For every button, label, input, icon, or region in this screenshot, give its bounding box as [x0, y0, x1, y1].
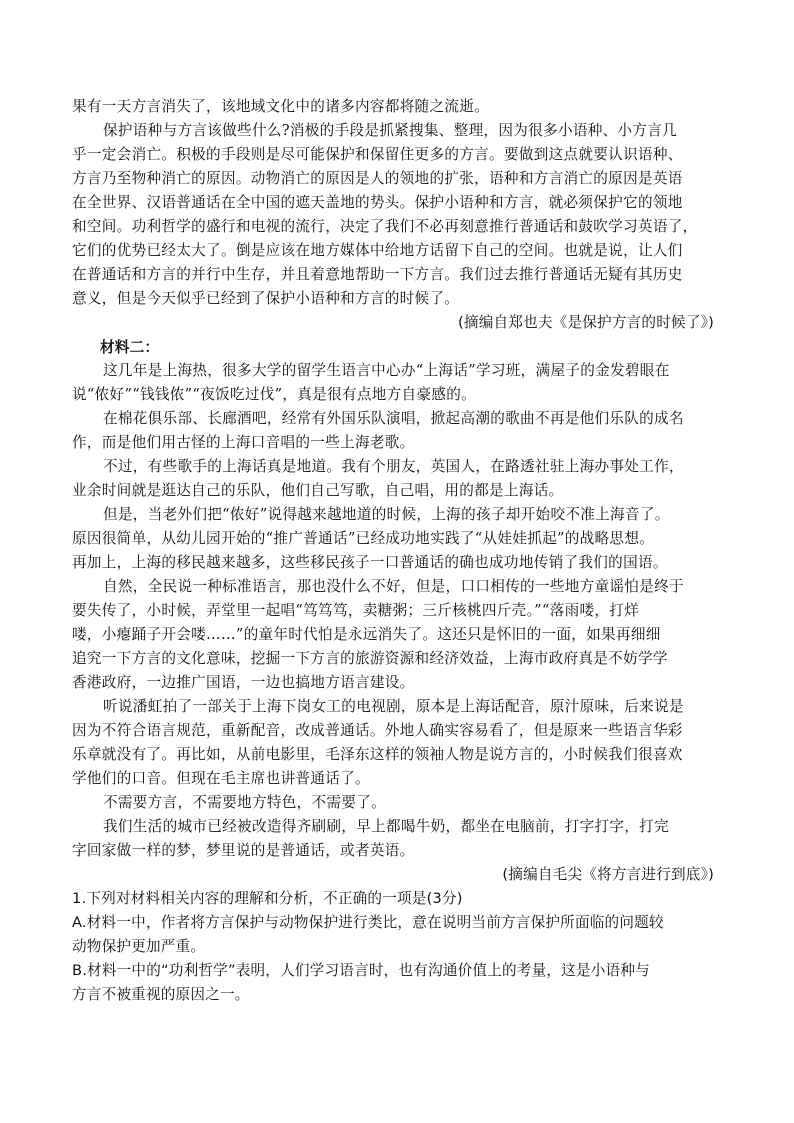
m2-line-20: 我们生活的城市已经被改造得齐刷刷，早上都喝牛奶，都坐在电脑前，打字打字，打完 [103, 818, 669, 835]
m2-line-12: 喽，小瘪踊子开会喽……”的童年时代怕是永远消失了。这还只是怀旧的一面，如果再细细 [72, 626, 661, 643]
m1-source: (摘编自郑也夫《是保护方言的时候了》) [458, 314, 714, 331]
m1-line-7: 它们的优势已经太大了。倒是应该在地方媒体中给地方话留下自己的空间。也就是说，让人们 [72, 242, 683, 259]
m1-line-1: 果有一天方言消失了，该地域文化中的诸多内容都将随之流逝。 [72, 98, 490, 115]
m2-source: (摘编自毛尖《将方言进行到底》) [502, 866, 714, 883]
m1-line-4: 方言乃至物种消亡的原因。动物消亡的原因是人的领地的扩张，语种和方言消亡的原因是英语 [72, 170, 683, 187]
m1-line-3: 乎一定会消亡。积极的手段则是尽可能保护和保留住更多的方言。要做到这点就要认识语种、 [72, 146, 683, 163]
m2-line-10: 自然，全民说一种标准语言，那也没什么不好，但是，口口相传的一些地方童谣怕是终于 [103, 578, 684, 595]
m2-line-7: 但是，当老外们把“侬好”说得越来越地道的时候，上海的孩子却开始咬不准上海音了。 [103, 506, 670, 523]
m2-line-17: 乐章就没有了。再比如，从前电影里，毛泽东这样的领袖人物是说方言的，小时候我们很喜欢 [72, 746, 683, 763]
m2-line-8: 原因很简单，从幼儿园开始的“推广普通话”已经成功地实践了“从娃娃抓起”的战略思想。 [72, 530, 655, 547]
m1-line-6: 和空间。功利哲学的盛行和电视的流行，决定了我们不必再刻意推行普通话和鼓吹学习英语了， [72, 218, 698, 235]
m2-line-2: 说“侬好”“钱钱侬”“夜饭吃过伐”，真是很有点地方自豪感的。 [72, 386, 477, 403]
m2-line-13: 追究一下方言的文化意味，挖掘一下方言的旅游资源和经济效益，上海市政府真是不妨学学 [72, 650, 668, 667]
m2-line-1: 这几年是上海热，很多大学的留学生语言中心办“上海话”学习班，满屋子的金发碧眼在 [103, 362, 670, 379]
m2-line-3: 在棉花俱乐部、长廊酒吧，经常有外国乐队演唱，掀起高潮的歌曲不再是他们乐队的成名 [103, 410, 684, 427]
m1-line-5: 在全世界、汉语普通话在全中国的遮天盖地的势头。保护小语种和方言，就必须保护它的领地 [72, 194, 683, 211]
m2-line-5: 不过，有些歌手的上海话真是地道。我有个朋友，英国人，在路透社驻上海办事处工作， [103, 458, 684, 475]
m2-line-11: 要失传了，小时候，弄堂里一起唱“笃笃笃，卖糖粥；三斤核桃四斤壳。”“落雨喽，打烊 [72, 602, 640, 619]
m2-line-6: 业余时间就是逛达自己的乐队，他们自己写歌，自己唱，用的都是上海话。 [72, 482, 564, 499]
m2-line-19: 不需要方言，不需要地方特色，不需要了。 [103, 794, 386, 811]
m2-line-18: 学他们的口音。但现在毛主席也讲普通话了。 [72, 770, 370, 787]
option-b-line-2: 方言不被重视的原因之一。 [72, 986, 250, 1003]
m2-line-21: 字回家做一样的梦，梦里说的是普通话，或者英语。 [72, 842, 415, 859]
option-a-line-2: 动物保护更加严重。 [72, 938, 206, 955]
m2-line-14: 香港政府，一边推广国语，一边也搞地方语言建设。 [72, 674, 415, 691]
m2-line-4: 作，而是他们用古怪的上海口音唱的一些上海老歌。 [72, 434, 415, 451]
m2-line-15: 听说潘虹拍了一部关于上海下岗女工的电视剧，原本是上海话配音，原汁原味，后来说是 [103, 698, 684, 715]
m2-heading: 材料二： [100, 339, 160, 356]
question-stem: 1.下列对材料相关内容的理解和分析，不正确的一项是(3分) [72, 890, 463, 907]
m1-line-8: 在普通话和方言的并行中生存，并且着意地帮助一下方言。我们过去推行普通话无疑有其历史 [72, 266, 683, 283]
m2-line-16: 因为不符合语言规范，重新配音，改成普通话。外地人确实容易看了，但是原来一些语言华彩 [72, 722, 683, 739]
m1-line-9: 意义，但是今天似乎已经到了保护小语种和方言的时候了。 [72, 290, 460, 307]
m2-line-9: 再加上，上海的移民越来越多，这些移民孩子一口普通话的确也成功地传销了我们的国语。 [72, 554, 668, 571]
option-b-line-1: B.材料一中的“功利哲学”表明，人们学习语言时，也有沟通价值上的考量，这是小语种与 [72, 962, 650, 979]
m1-line-2: 保护语种与方言该做些什么?消极的手段是抓紧搜集、整理，因为很多小语种、小方言几 [103, 122, 678, 139]
option-a-line-1: A.材料一中，作者将方言保护与动物保护进行类比，意在说明当前方言保护所面临的问题较 [72, 914, 664, 931]
